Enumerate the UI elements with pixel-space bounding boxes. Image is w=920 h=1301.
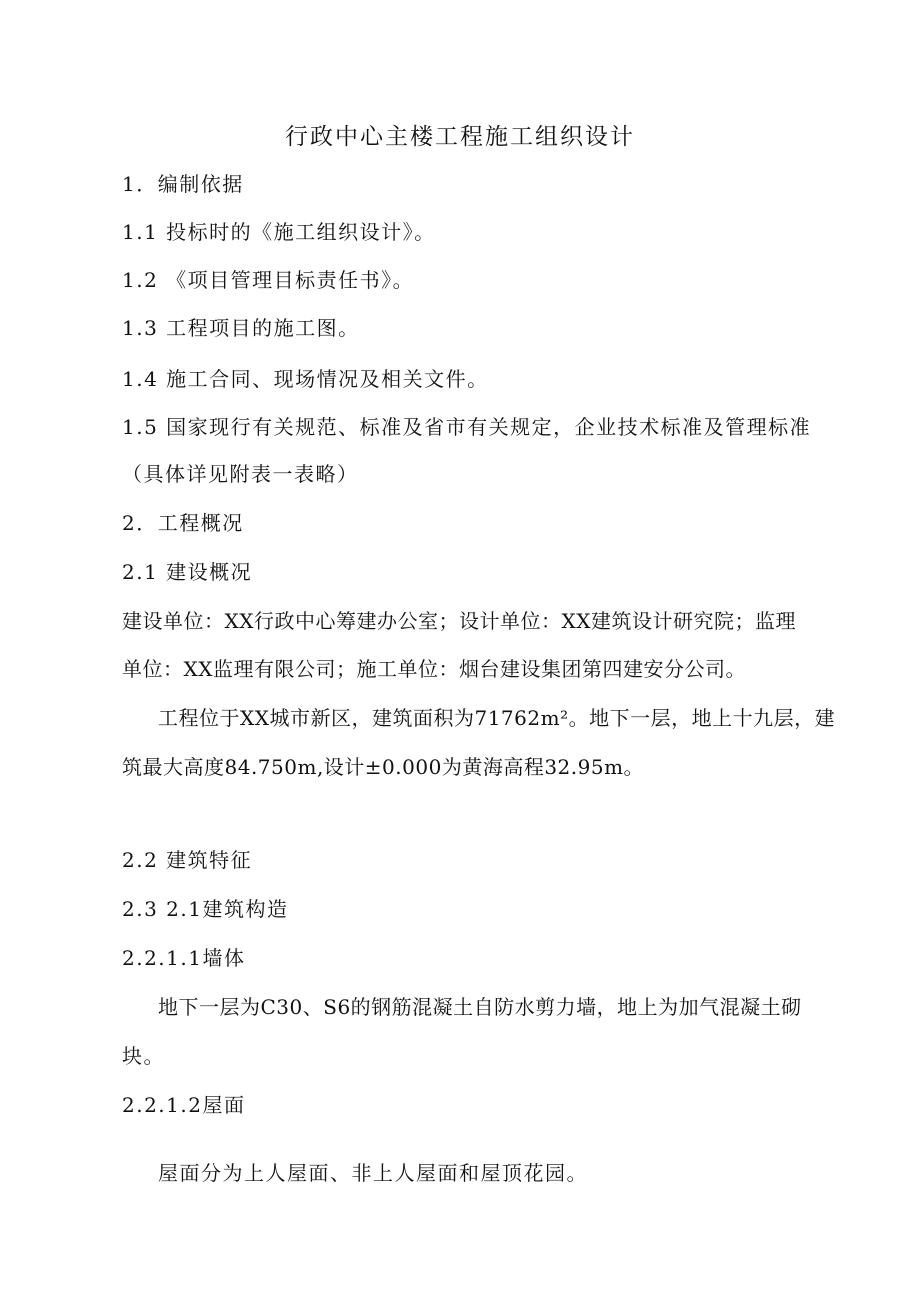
subsection-heading-2-3: 2.3 2.1建筑构造 xyxy=(122,897,289,921)
list-item-1-3: 1.3 工程项目的施工图。 xyxy=(122,316,360,340)
subsection-heading-2-1: 2.1 建设概况 xyxy=(122,560,253,584)
section-heading-1: 1．编制依据 xyxy=(122,172,244,196)
subsection-heading-roof: 2.2.1.2屋面 xyxy=(122,1093,246,1117)
paragraph-wall-line-1: 地下一层为C30、S6的钢筋混凝土自防水剪力墙，地上为加气混凝土砌 xyxy=(158,995,802,1019)
paragraph-wall-line-2: 块。 xyxy=(122,1044,165,1068)
paragraph-units-line-2: 单位：XX监理有限公司；施工单位：烟台建设集团第四建安分公司。 xyxy=(122,657,746,681)
section-heading-2: 2．工程概况 xyxy=(122,511,244,535)
list-item-1-2: 1.2 《项目管理目标责任书》。 xyxy=(122,268,415,292)
document-title: 行政中心主楼工程施工组织设计 xyxy=(285,124,635,150)
subsection-heading-wall: 2.2.1.1墙体 xyxy=(122,946,246,970)
paragraph-units-line-1: 建设单位：XX行政中心筹建办公室；设计单位：XX建筑设计研究院；监理 xyxy=(122,609,796,633)
paragraph-location-line-2: 筑最大高度84.750m,设计±0.000为黄海高程32.95m。 xyxy=(122,755,645,779)
list-item-1-5: 1.5 国家现行有关规范、标准及省市有关规定，企业技术标准及管理标准 xyxy=(122,415,812,439)
paragraph-location-line-1: 工程位于XX城市新区，建筑面积为71762m²。地下一层，地上十九层，建 xyxy=(158,706,836,730)
list-item-1-5-continuation: （具体详见附表一表略） xyxy=(122,462,359,486)
paragraph-roof: 屋面分为上人屋面、非上人屋面和屋顶花园。 xyxy=(158,1161,588,1185)
subsection-heading-2-2: 2.2 建筑特征 xyxy=(122,848,253,872)
list-item-1-4: 1.4 施工合同、现场情况及相关文件。 xyxy=(122,367,489,391)
list-item-1-1: 1.1 投标时的《施工组织设计》。 xyxy=(122,220,436,244)
